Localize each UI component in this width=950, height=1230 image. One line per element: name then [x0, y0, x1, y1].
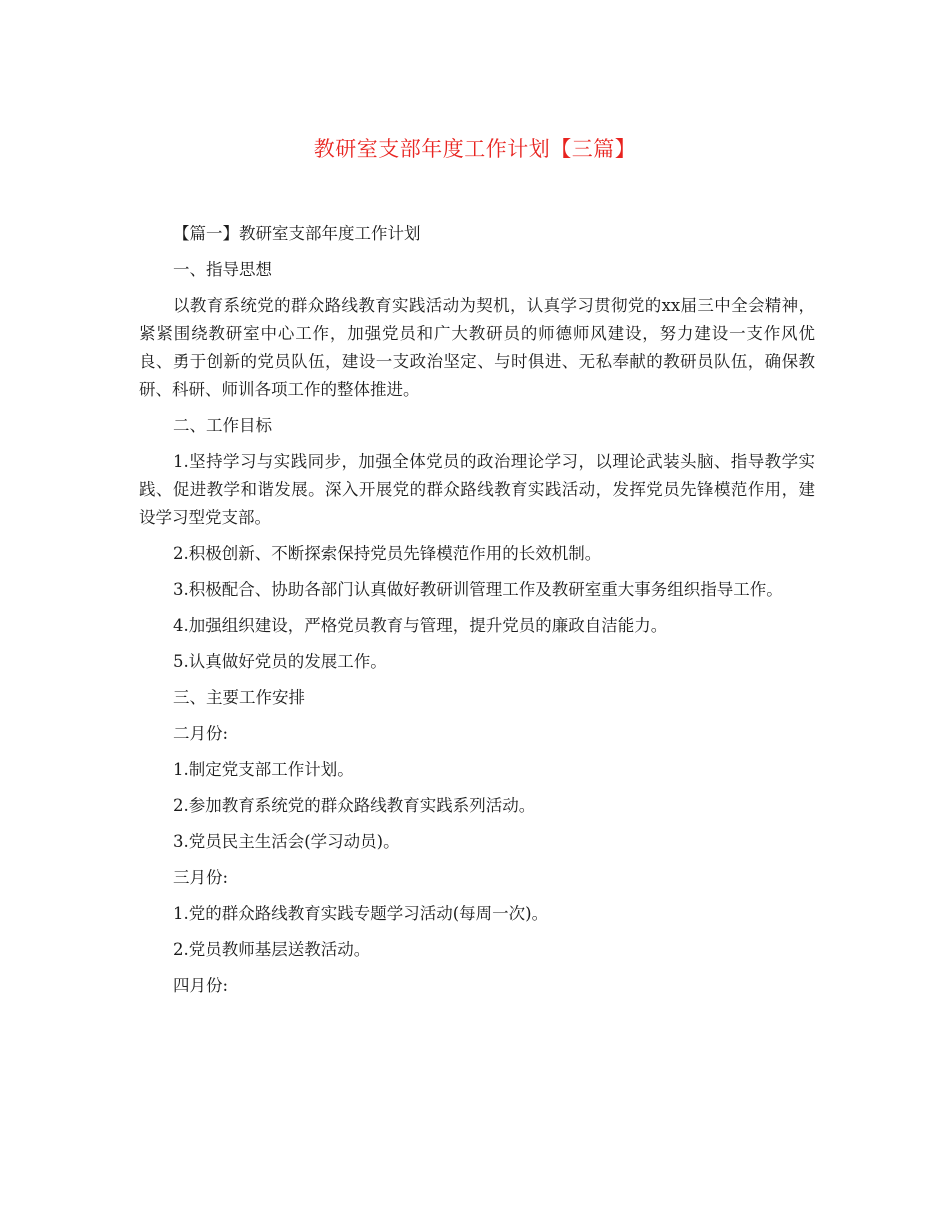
paragraph-february-item-1: 1.制定党支部工作计划。 [173, 760, 354, 779]
paragraph-goal-5: 5.认真做好党员的发展工作。 [173, 652, 387, 671]
paragraph-goal-3: 3.积极配合、协助各部门认真做好教研训管理工作及教研室重大事务组织指导工作。 [173, 580, 783, 599]
paragraph-heading-guiding-ideology: 一、指导思想 [173, 260, 272, 279]
paragraph-march-item-2: 2.党员教师基层送教活动。 [173, 940, 371, 959]
paragraph-goal-1: 1.坚持学习与实践同步，加强全体党员的政治理论学习，以理论武装头脑、指导教学实践、促进教学和谐发展。深入开展党的群众路线教育实践活动，发挥党员先锋模范作用，建设学习型党支部。 [139, 452, 815, 527]
paragraph-section-heading: 【篇一】教研室支部年度工作计划 [173, 224, 421, 243]
paragraph-march-item-1: 1.党的群众路线教育实践专题学习活动(每周一次)。 [173, 904, 549, 923]
paragraph-month-february: 二月份: [173, 724, 229, 743]
paragraph-goal-4: 4.加强组织建设，严格党员教育与管理，提升党员的廉政自洁能力。 [173, 616, 668, 635]
paragraph-heading-work-goals: 二、工作目标 [173, 416, 272, 435]
document-body [139, 220, 815, 1000]
paragraph-guiding-ideology: 以教育系统党的群众路线教育实践活动为契机，认真学习贯彻党的xx届三中全会精神，紧紧围绕教研室中心工作，加强党员和广大教研员的师德师风建设，努力建设一支作风优良、勇于创新的党员队伍，建设一支政治坚定、与时俱进、无私奉献的教研员队伍，确保教研、科研、师训各项工作的整体推进。 [139, 296, 815, 399]
document-title: 教研室支部年度工作计划【三篇】 [313, 137, 637, 161]
paragraph-february-item-2: 2.参加教育系统党的群众路线教育实践系列活动。 [173, 796, 536, 815]
paragraph-month-march: 三月份: [173, 868, 229, 887]
paragraph-month-april: 四月份: [173, 976, 229, 995]
paragraph-goal-2: 2.积极创新、不断探索保持党员先锋模范作用的长效机制。 [173, 544, 602, 563]
paragraph-february-item-3: 3.党员民主生活会(学习动员)。 [173, 832, 400, 851]
paragraph-heading-work-schedule: 三、主要工作安排 [173, 688, 305, 707]
